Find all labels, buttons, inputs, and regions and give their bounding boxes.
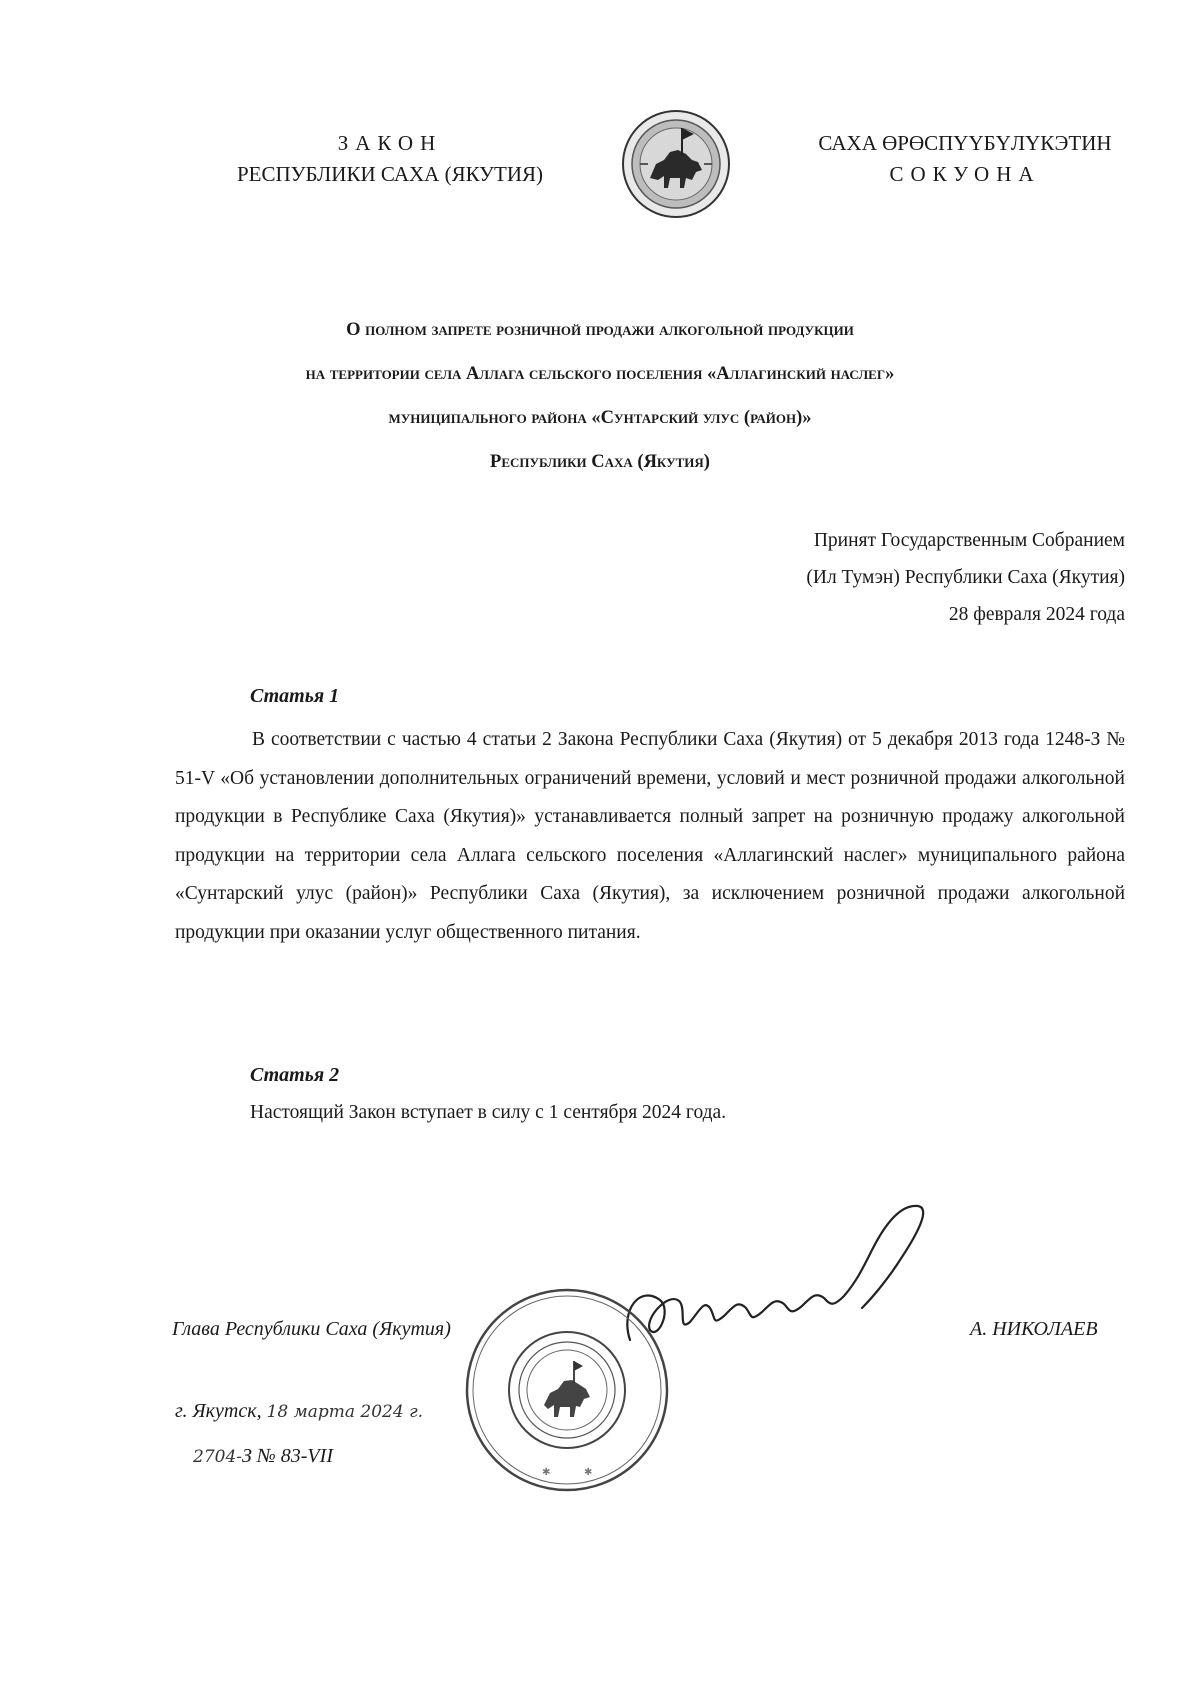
doc-type-sakha: СОКУОНА xyxy=(889,162,1041,186)
coat-of-arms-icon xyxy=(620,108,732,220)
handwritten-number: 2704- xyxy=(193,1447,243,1467)
adoption-block xyxy=(806,522,1125,633)
signatory-position: Глава Республики Саха (Якутия) xyxy=(172,1318,451,1340)
law-number xyxy=(193,1445,333,1468)
svg-text:✱: ✱ xyxy=(584,1467,593,1478)
header-right xyxy=(780,128,1150,190)
adoption-line: Принят Государственным Собранием xyxy=(813,530,1125,551)
republic-name: РЕСПУБЛИКИ САХА (ЯКУТИЯ) xyxy=(236,162,544,186)
article-1-text: В соответствии с частью 4 статьи 2 Закона Республики Саха (Якутия) от 5 декабря 2013 года 1248-З № 51-V «Об установлении дополнительных ограничений времени, условий и мест розничной продажи алкогольной продукции в Республике Саха (Якутия)» устанавливается полный запрет на розничную продажу алкогольной продукции на территории села Аллага сельского поселения «Аллагинский наслег» муниципального района «Сунтарский улус (район)» Республики Саха (Якутия), за исключением розничной продажи алкогольной продукции при оказании услуг общественного питания. xyxy=(175,729,1125,943)
svg-text:✱: ✱ xyxy=(542,1467,551,1478)
law-title xyxy=(150,308,1050,484)
article-1-heading: Статья 1 xyxy=(250,685,340,707)
title-line: муниципального района «Сунтарский улус (район)» xyxy=(388,408,812,428)
title-line: на территории села Аллага сельского поселения «Аллагинский наслег» xyxy=(305,364,895,384)
adoption-date: 28 февраля 2024 года xyxy=(948,604,1125,625)
place-date xyxy=(175,1400,423,1423)
place: г. Якутск, xyxy=(175,1400,262,1422)
signatory-name: А. НИКОЛАЕВ xyxy=(970,1318,1098,1340)
republic-name-sakha: САХА ӨРӨСПҮҮБҮЛҮКЭТИН xyxy=(818,131,1112,155)
header-left xyxy=(200,128,580,190)
handwritten-date: 18 марта 2024 г. xyxy=(266,1402,424,1422)
official-seal xyxy=(462,1285,672,1495)
article-2-heading: Статья 2 xyxy=(250,1064,340,1086)
adoption-line: (Ил Тумэн) Республики Саха (Якутия) xyxy=(806,567,1125,588)
title-line: Республики Саха (Якутия) xyxy=(490,452,710,472)
doc-type: ЗАКОН xyxy=(337,131,443,155)
law-number-printed: З № 83-VII xyxy=(242,1445,333,1467)
article-2-text: Настоящий Закон вступает в силу с 1 сентября 2024 года. xyxy=(250,1102,727,1123)
title-line: О полном запрете розничной продажи алкогольной продукции xyxy=(346,320,854,340)
